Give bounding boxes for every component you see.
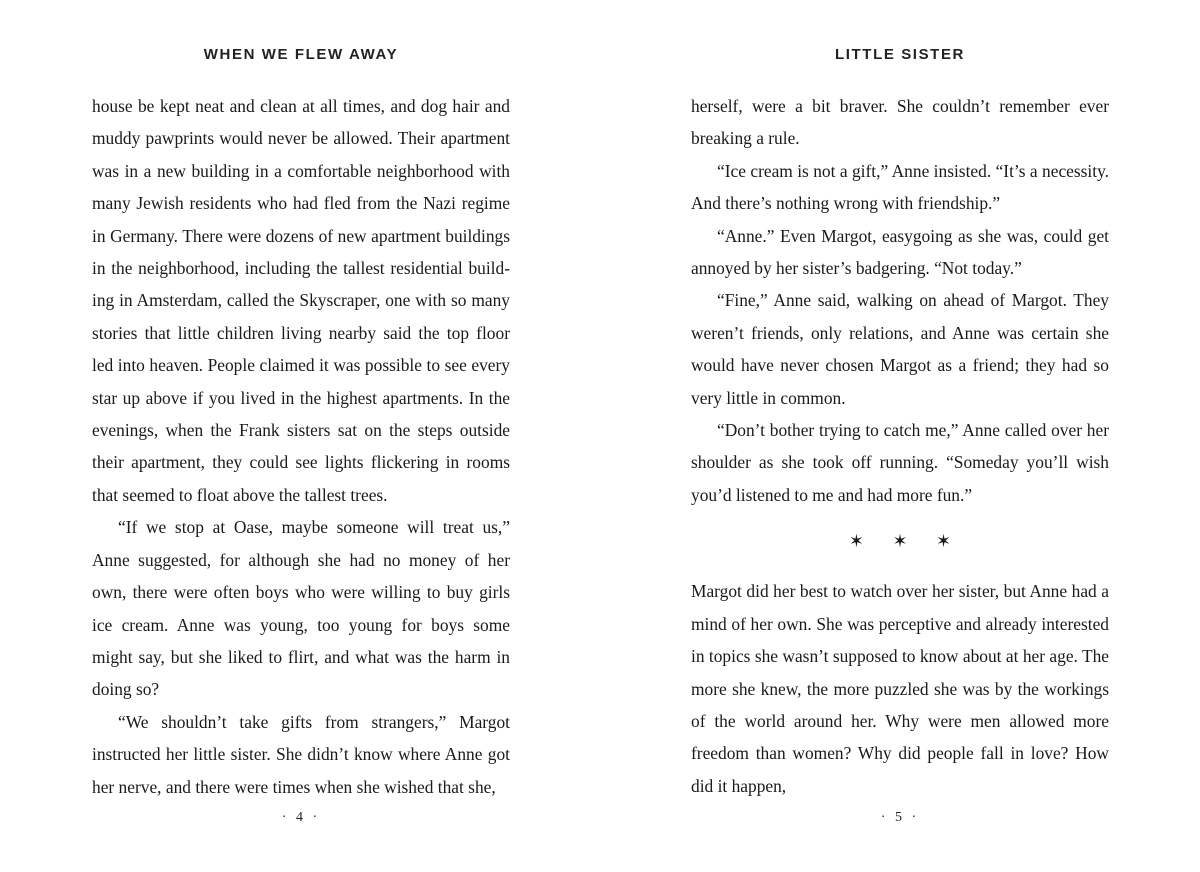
right-paragraph-2: “Ice cream is not a gift,” Anne insisted. “It’s a necessity. And there’s nothing wrong with friendship.” (691, 160, 1109, 214)
section-break-ornament: ✶ ✶ ✶ (848, 531, 964, 552)
right-body-text (691, 90, 1109, 802)
left-page (92, 0, 510, 872)
right-page-number: · 5 · (880, 810, 920, 825)
left-paragraph-2: “If we stop at Oase, maybe someone will treat us,” Anne suggested, for although she had no money of her own, there were often boys who were willing to buy girls ice cream. Anne was young, too young for boys some might say, but she liked to flirt, and what was the harm in doing so? (92, 517, 510, 700)
left-body-text (92, 90, 510, 803)
left-paragraph-3: “We shouldn’t take gifts from strangers,” Margot instructed her little sister. She didn’t know where Anne got her nerve, and there were times when she wished that she, (92, 711, 510, 797)
right-paragraph-5: “Don’t bother trying to catch me,” Anne called over her shoulder as she took off running. “Someday you’ll wish you’d listened to me and had more fun.” (691, 420, 1109, 505)
right-running-head: LITTLE SISTER (835, 46, 965, 63)
left-page-number: · 4 · (281, 810, 321, 825)
left-paragraph-1: house be kept neat and clean at all times, and dog hair and muddy pawprints would never be allowed. Their apartment was in a new building in a comfortable neighborhood with many Jewish residents who had fled from the Nazi regime in Germany. There were dozens of new apartment buildings in the neighborhood, including the tallest residential building in Amsterdam, called the Skyscraper, one with so many stories that little children living nearby said the top floor led into heaven. People claimed it was possible to see every star up above if you lived in the highest apartments. In the evenings, when the Frank sisters sat on the steps outside their apartment, they could see lights flickering in rooms that seemed to float above the tallest trees. (92, 96, 510, 505)
right-paragraph-6: Margot did her best to watch over her sister, but Anne had a mind of her own. She was perceptive and already interested in topics she wasn’t supposed to know about at her age. The more she knew, the more puzzled she was by the workings of the world around her. Why were men allowed more freedom than women? Why did people fall in love? How did it happen, (691, 581, 1109, 796)
right-paragraph-1: herself, were a bit braver. She couldn’t remember ever breaking a rule. (691, 96, 1109, 149)
right-paragraph-3: “Anne.” Even Margot, easygoing as she was, could get annoyed by her sister’s badgering. “Not today.” (691, 225, 1109, 279)
left-running-head: WHEN WE FLEW AWAY (203, 46, 399, 63)
right-paragraph-4: “Fine,” Anne said, walking on ahead of Margot. They weren’t friends, only relations, and Anne was certain she would have never chosen Margot as a friend; they had so very little in common. (691, 290, 1109, 408)
right-page (691, 0, 1109, 872)
